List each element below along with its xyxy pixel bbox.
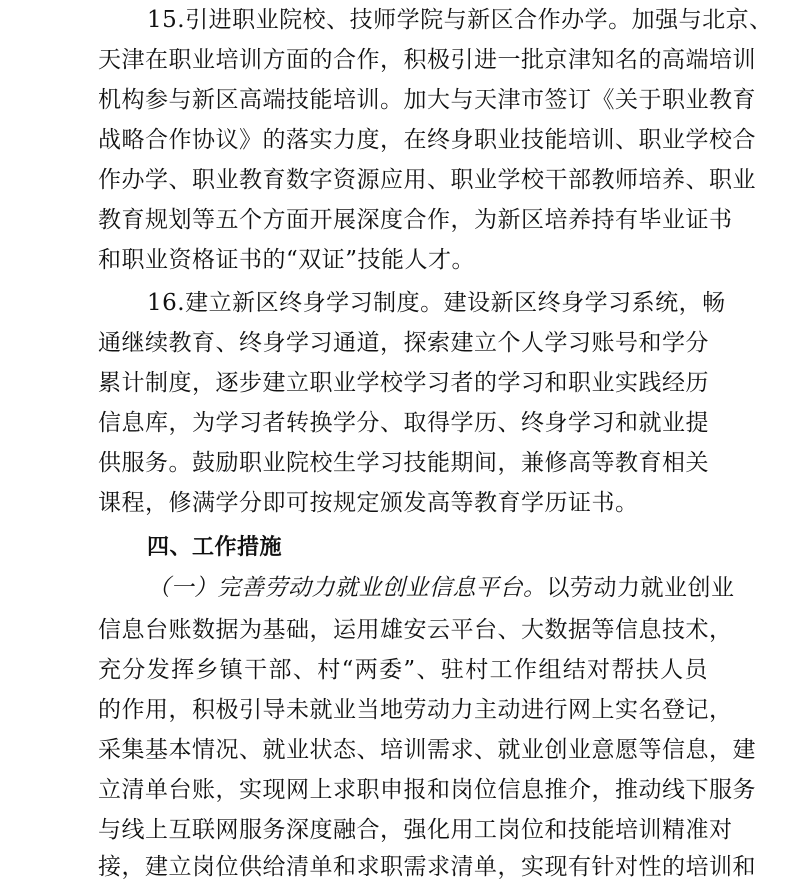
measure-1-line-4: 的作用，积极引导未就业当地劳动力主动进行网上实名登记，	[98, 697, 733, 723]
measure-1-line-6: 立清单台账，实现网上求职申报和岗位信息推介，推动线下服务	[98, 777, 756, 803]
paragraph-15-line-5: 作办学、职业教育数字资源应用、职业学校干部教师培养、职业	[98, 167, 756, 193]
measure-1-line-1	[147, 568, 735, 608]
paragraph-16-line-3: 累计制度，逐步建立职业学校学习者的学习和职业实践经历	[98, 370, 709, 396]
paragraph-15-line-2: 天津在职业培训方面的合作，积极引进一批京津知名的高端培训	[98, 47, 756, 73]
measure-1-line-3: 充分发挥乡镇干部、村“两委”、驻村工作组结对帮扶人员	[98, 657, 708, 683]
paragraph-15-line-7: 和职业资格证书的“双证”技能人才。	[98, 247, 476, 273]
paragraph-15-line-1: 15.引进职业院校、技师学院与新区合作办学。加强与北京、	[147, 7, 773, 33]
measure-1-line-8: 接，建立岗位供给清单和求职需求清单，实现有针对性的培训和	[98, 854, 756, 880]
measure-1-line-5: 采集基本情况、就业状态、培训需求、就业创业意愿等信息，建	[98, 737, 756, 763]
paragraph-16-line-5: 供服务。鼓励职业院校生学习技能期间，兼修高等教育相关	[98, 450, 709, 476]
paragraph-15-line-3: 机构参与新区高端技能培训。加大与天津市签订《关于职业教育	[98, 87, 756, 113]
measure-1-text-start: 以劳动力就业创业	[546, 575, 735, 601]
paragraph-15-line-6: 教育规划等五个方面开展深度合作，为新区培养持有毕业证书	[98, 207, 733, 233]
paragraph-15-line-4: 战略合作协议》的落实力度，在终身职业技能培训、职业学校合	[98, 127, 756, 153]
paragraph-16-line-4: 信息库，为学习者转换学分、取得学历、终身学习和就业提	[98, 410, 709, 436]
measure-1-line-2: 信息台账数据为基础，运用雄安云平台、大数据等信息技术，	[98, 617, 733, 643]
section-heading-work-measures: 四、工作措施	[147, 535, 283, 560]
measure-1-title: （一）完善劳动力就业创业信息平台。	[147, 575, 547, 601]
paragraph-16-line-1: 16.建立新区终身学习制度。建设新区终身学习系统，畅	[147, 290, 726, 316]
paragraph-16-line-6: 课程，修满学分即可按规定颁发高等教育学历证书。	[98, 490, 639, 516]
paragraph-16-line-2: 通继续教育、终身学习通道，探索建立个人学习账号和学分	[98, 330, 709, 356]
measure-1-line-7: 与线上互联网服务深度融合，强化用工岗位和技能培训精准对	[98, 817, 733, 843]
